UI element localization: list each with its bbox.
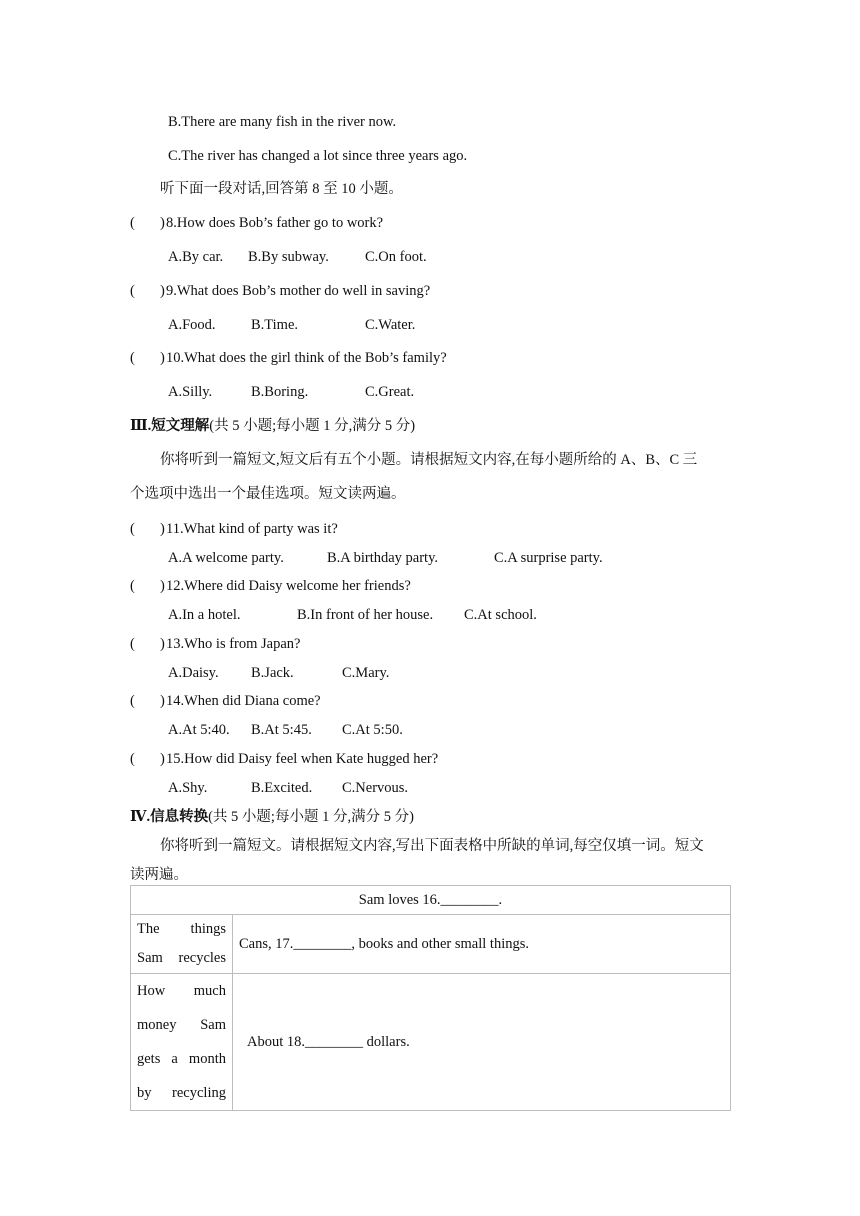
- answer-paren-close: ): [160, 636, 165, 652]
- table-row: [131, 915, 731, 974]
- answer-paren-close: ): [160, 215, 165, 231]
- question-text: 15.How did Daisy feel when Kate hugged her?: [166, 751, 439, 767]
- question-text: 10.What does the girl think of the Bob’s family?: [166, 350, 447, 366]
- section-4-intro-line-1: 你将听到一篇短文。请根据短文内容,写出下面表格中所缺的单词,每空仅填一词。短文: [160, 838, 704, 854]
- option-a: A.At 5:40.: [168, 722, 230, 738]
- section-3-intro-line-1: 你将听到一篇短文,短文后有五个小题。请根据短文内容,在每小题所给的 A、B、C 三: [160, 452, 698, 468]
- question-text: 8.How does Bob’s father go to work?: [166, 215, 384, 231]
- option-c: C.Water.: [365, 317, 416, 333]
- option-c: C.A surprise party.: [494, 550, 603, 566]
- option-b: B.By subway.: [248, 249, 329, 265]
- section-4-intro-line-2: 读两遍。: [130, 867, 188, 883]
- answer-paren-close: ): [160, 350, 165, 366]
- option-b: B.A birthday party.: [327, 550, 439, 566]
- section-3-scoring: (共 5 小题;每小题 1 分,满分 5 分): [209, 418, 416, 434]
- question-text: 9.What does Bob’s mother do well in saving?: [166, 283, 431, 299]
- section-3-intro-line-2: 个选项中选出一个最佳选项。短文读两遍。: [130, 486, 406, 502]
- answer-paren-open: (: [130, 636, 135, 652]
- option-a: A.Shy.: [168, 780, 208, 796]
- row-content: Cans, 17.________, books and other small things.: [233, 915, 731, 974]
- row-label-line: Sam recycles: [137, 950, 226, 966]
- row-label-line: How much: [137, 983, 226, 999]
- answer-paren-close: ): [160, 283, 165, 299]
- row-label: [131, 974, 233, 1111]
- answer-paren-open: (: [130, 350, 135, 366]
- option-c: C.Mary.: [342, 665, 390, 681]
- option-c: C.On foot.: [365, 249, 427, 265]
- option-c: C.Nervous.: [342, 780, 409, 796]
- option-b: B.Excited.: [251, 780, 313, 796]
- row-label-line: by recycling: [137, 1085, 226, 1101]
- option-b: B.Time.: [251, 317, 299, 333]
- answer-paren-open: (: [130, 521, 135, 537]
- option-c: C.Great.: [365, 384, 415, 400]
- option-a: A.By car.: [168, 249, 224, 265]
- question-text: 13.Who is from Japan?: [166, 636, 301, 652]
- section-4-heading: [130, 808, 414, 826]
- option-a: A.Daisy.: [168, 665, 219, 681]
- row-label-line: The things: [137, 921, 226, 937]
- option-c: C.At 5:50.: [342, 722, 403, 738]
- option-a: A.A welcome party.: [168, 550, 284, 566]
- option-b: B.Boring.: [251, 384, 309, 400]
- section-4-title: Ⅳ.信息转换: [130, 809, 209, 825]
- answer-paren-open: (: [130, 215, 135, 231]
- table-header-row: [131, 886, 731, 915]
- answer-paren-open: (: [130, 693, 135, 709]
- row-label-line: money Sam: [137, 1017, 226, 1033]
- answer-paren-open: (: [130, 578, 135, 594]
- section-3-heading: [130, 417, 415, 435]
- answer-paren-open: (: [130, 751, 135, 767]
- question-text: 12.Where did Daisy welcome her friends?: [166, 578, 411, 594]
- question-text: 11.What kind of party was it?: [166, 521, 338, 537]
- section-3-title: Ⅲ.短文理解: [130, 418, 210, 434]
- info-table: [130, 885, 731, 1111]
- answer-paren-close: ): [160, 578, 165, 594]
- option-a: A.In a hotel.: [168, 607, 241, 623]
- row-label-line: gets a month: [137, 1051, 226, 1067]
- answer-paren-close: ): [160, 751, 165, 767]
- table-header-cell: Sam loves 16.________.: [131, 886, 731, 915]
- option-b: B.In front of her house.: [297, 607, 434, 623]
- section-4-scoring: (共 5 小题;每小题 1 分,满分 5 分): [208, 809, 414, 825]
- question-text: 14.When did Diana come?: [166, 693, 321, 709]
- option-7c: C.The river has changed a lot since three years ago.: [168, 148, 468, 164]
- table-row: [131, 974, 731, 1111]
- option-c: C.At school.: [464, 607, 537, 623]
- option-7b: B.There are many fish in the river now.: [168, 114, 397, 130]
- dialog-intro: 听下面一段对话,回答第 8 至 10 小题。: [160, 181, 403, 197]
- row-content: About 18.________ dollars.: [233, 974, 731, 1111]
- answer-paren-close: ): [160, 521, 165, 537]
- option-a: A.Food.: [168, 317, 216, 333]
- answer-paren-open: (: [130, 283, 135, 299]
- option-b: B.At 5:45.: [251, 722, 312, 738]
- option-a: A.Silly.: [168, 384, 213, 400]
- row-label: [131, 915, 233, 974]
- answer-paren-close: ): [160, 693, 165, 709]
- option-b: B.Jack.: [251, 665, 294, 681]
